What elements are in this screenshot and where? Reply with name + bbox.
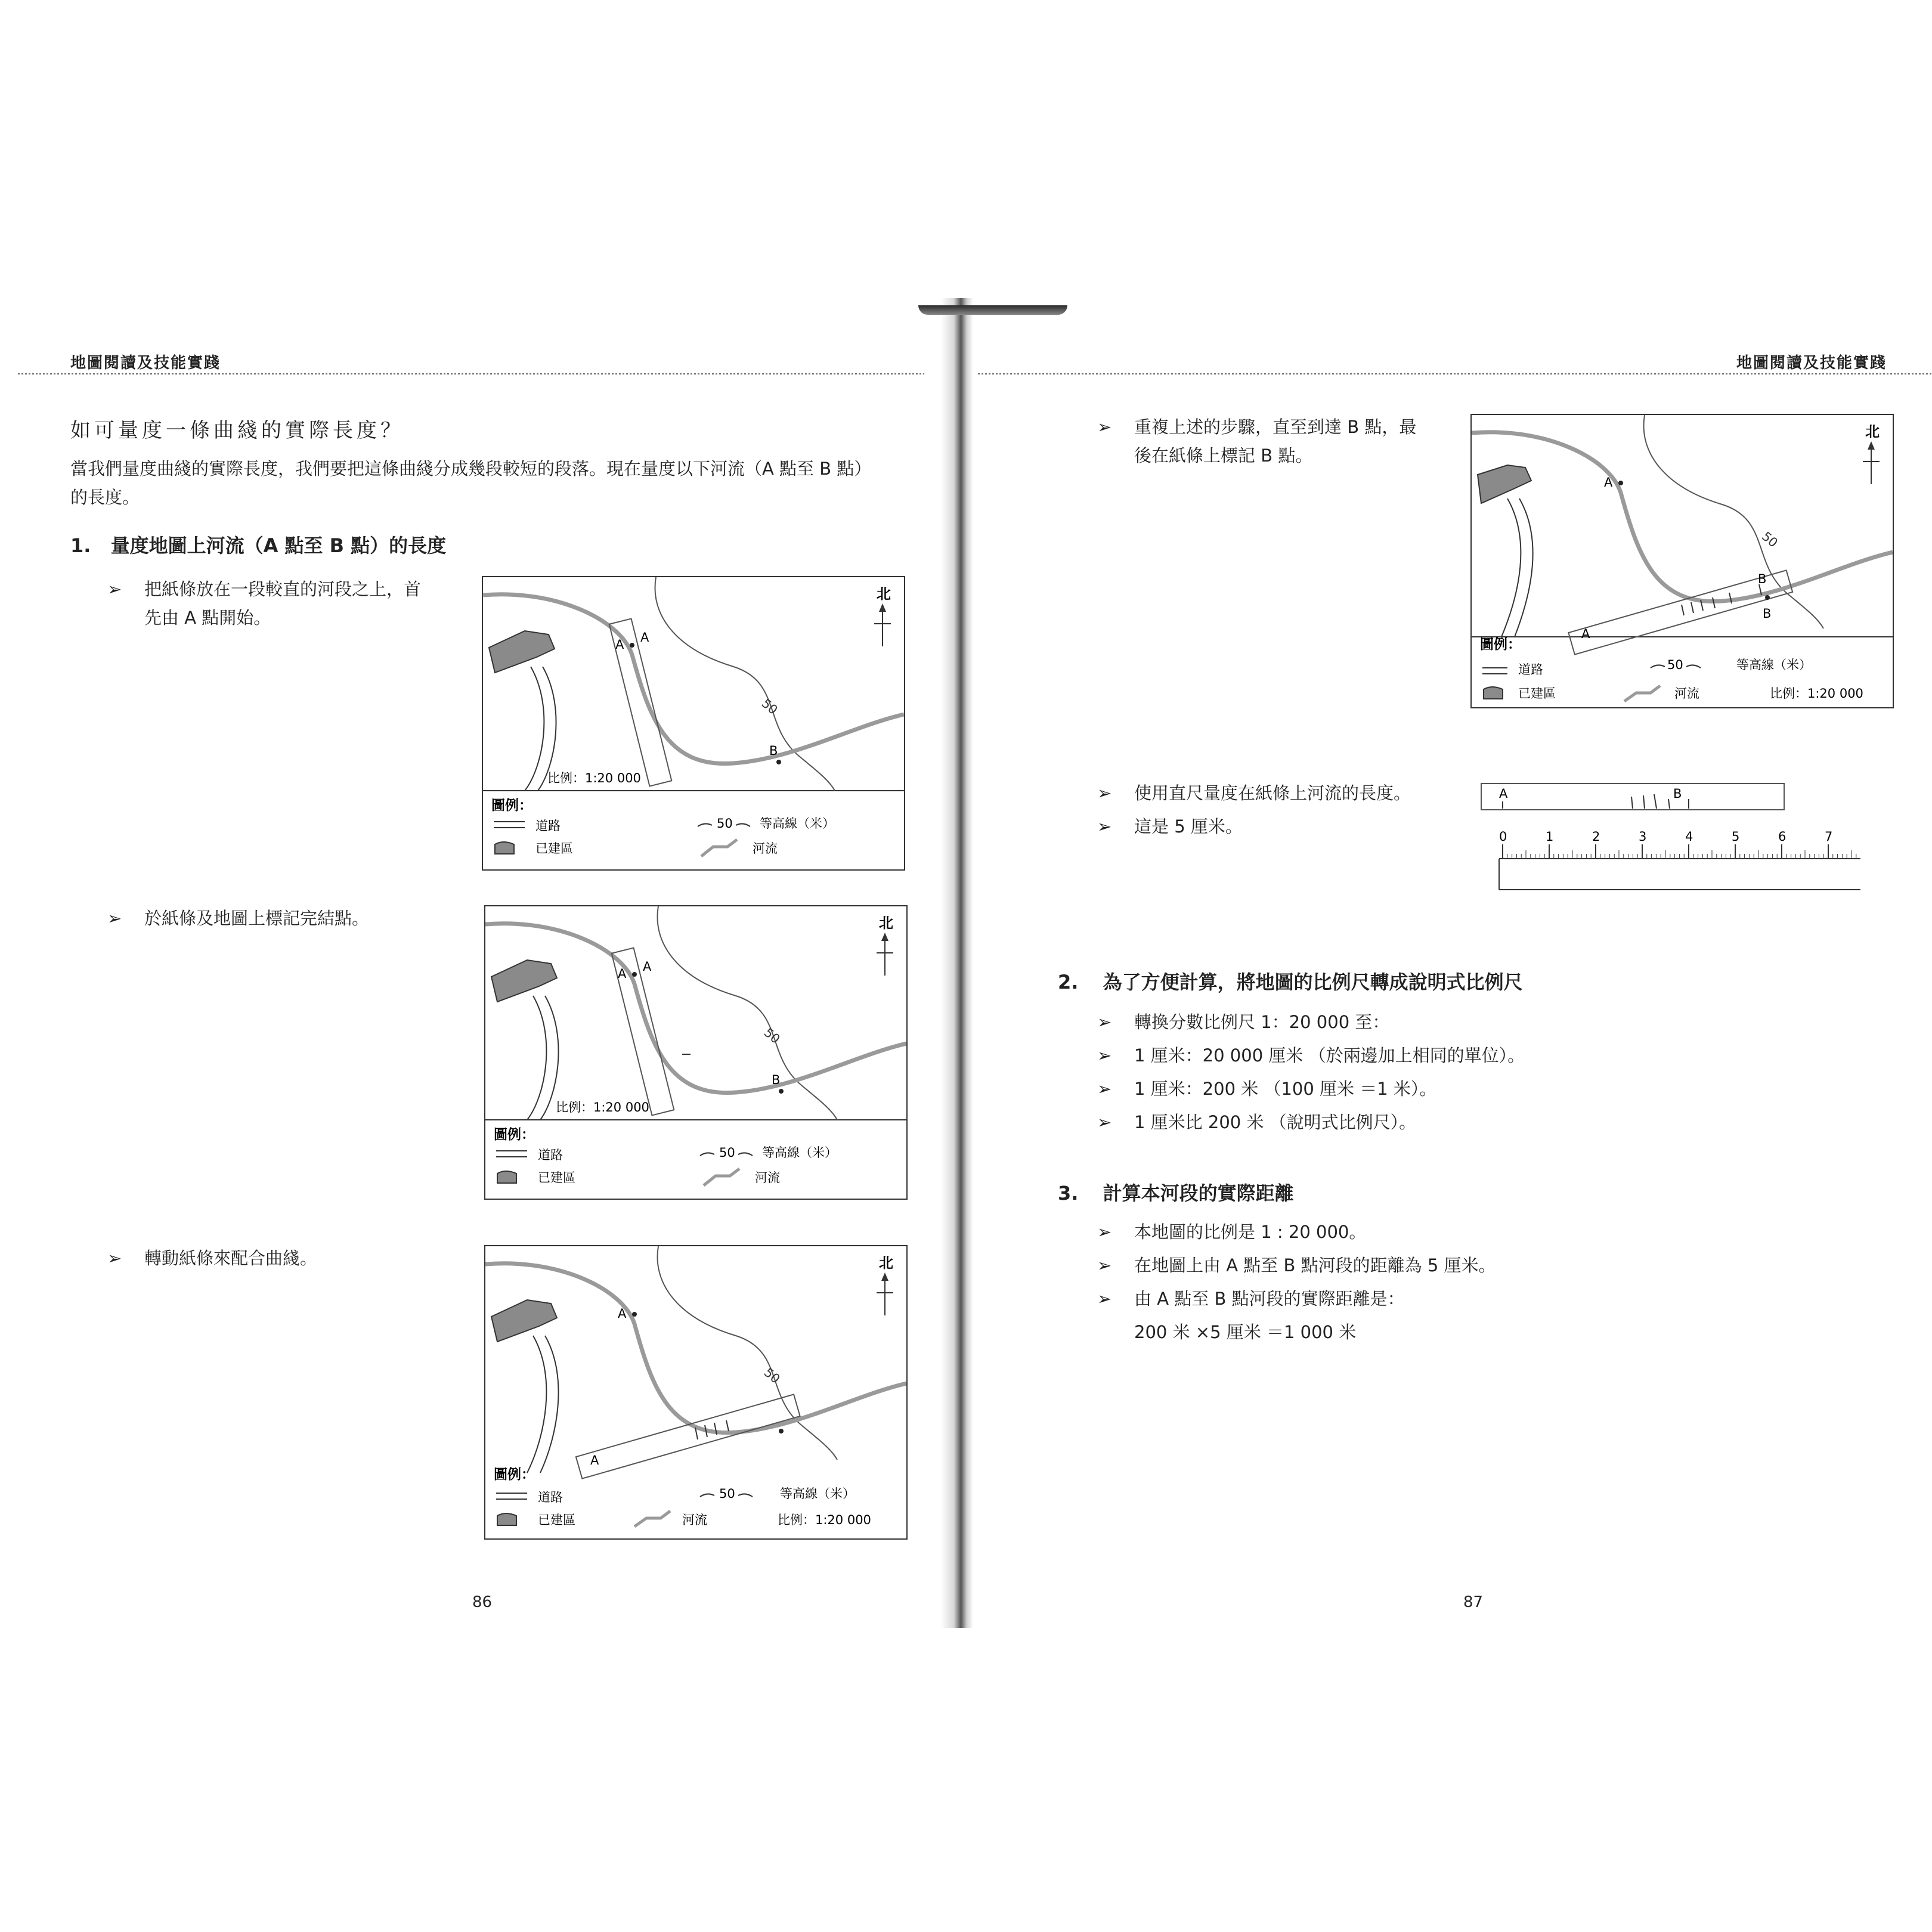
legend-road: 道路 [535,819,561,833]
strip-a-label: A [640,630,649,645]
north-label: 北 [879,915,893,931]
ruler-figure [1479,779,1860,898]
point-b-label: B [772,1073,781,1087]
legend-title: 圖例： [494,1467,535,1482]
left-running-header: 地圖閱讀及技能實踐 [70,354,221,372]
bullet-text: 1 厘米：200 米 （100 厘米 ＝1 米）。 [1134,1079,1437,1099]
bullet-text: 於紙條及地圖上標記完結點。 [144,908,370,928]
section-3-number: 3. [1058,1182,1079,1205]
bullet-text: 轉動紙條來配合曲綫。 [144,1248,318,1268]
bullet-arrow-icon: ➢ [1097,1045,1112,1066]
ruler-tick-label: 4 [1685,829,1693,844]
section-1-title: 量度地圖上河流（A 點至 B 點）的長度 [110,534,447,557]
left-bullet-3 [107,1244,317,1272]
section-3-heading [1058,1178,1294,1206]
bullet-text: 本地圖的比例是 1 : 20 000。 [1134,1222,1367,1242]
ruler-tick-label: 5 [1732,829,1740,844]
legend-river: 河流 [1674,686,1699,701]
legend-built: 已建區 [1518,686,1556,701]
legend-contour-value: 50 [717,816,733,831]
strip-a-label: A [1499,787,1508,801]
book-gutter [941,298,973,1628]
legend-road: 道路 [1518,662,1543,677]
ruler-tick-label: 1 [1546,829,1554,844]
section-2-number: 2. [1058,971,1079,993]
bullet-text: 使用直尺量度在紙條上河流的長度。 [1134,783,1411,803]
left-header-rule [18,373,924,374]
legend-title: 圖例： [1480,637,1521,652]
contour-value-label: 50 [761,1025,783,1046]
right-page-number: 87 [1463,1593,1484,1611]
left-page-number: 86 [472,1593,493,1611]
point-b-label: B [769,744,778,758]
legend-contour-value: 50 [1667,658,1683,672]
legend-built: 已建區 [538,1513,575,1527]
bullet-arrow-icon: ➢ [1097,1255,1112,1275]
map-figure-3 [484,1245,908,1540]
strip-a-label: A [643,959,652,974]
map-figure-4 [1470,414,1894,708]
legend-contour: 等高線（米） [1736,658,1812,672]
paper-strip [576,1394,800,1478]
scale-label: 比例：1:20 000 [556,1100,649,1114]
section-3-bullets [1097,1215,1496,1349]
intro-line-1: 當我們量度曲綫的實際長度，我們要把這條曲綫分成幾段較短的段落。現在量度以下河流（A 點至 B 點） [70,459,872,479]
bullet-text-cont: 後在紙條上標記 B 點。 [1134,445,1313,466]
bullet-arrow-icon: ➢ [1097,1012,1112,1032]
bullet-text: 把紙條放在一段較直的河段之上，首 [144,579,422,599]
legend-contour: 等高線（米） [762,1145,837,1160]
bullet-arrow-icon: ➢ [1097,1112,1112,1132]
bullet-text: 1 厘米比 200 米 （說明式比例尺）。 [1134,1112,1417,1132]
contour-value-label: 50 [761,1365,783,1386]
point-a-label: A [1604,475,1613,490]
bullet-text-cont: 先由 A 點開始。 [144,608,271,628]
strip-b-label: B [1758,572,1767,586]
legend-title: 圖例： [491,798,532,813]
section-2-bullets [1097,1005,1525,1139]
section-3-title: 計算本河段的實際距離 [1103,1182,1294,1205]
ruler-scale [1499,829,1856,859]
bullet-arrow-icon: ➢ [1097,816,1112,837]
legend-road: 道路 [538,1148,563,1162]
point-b-label: B [1763,606,1772,621]
section-1-number: 1. [70,534,91,557]
map-figure-1 [482,576,905,871]
bullet-text: 在地圖上由 A 點至 B 點河段的距離為 5 厘米。 [1134,1255,1496,1275]
right-header-rule [978,373,1932,374]
bullet-arrow-icon: ➢ [1097,417,1112,437]
legend-contour: 等高線（米） [760,816,835,831]
bullet-arrow-icon: ➢ [1097,1289,1112,1309]
ruler-tick-label: 6 [1778,829,1787,844]
bullet-arrow-icon: ➢ [1097,1079,1112,1099]
legend-river: 河流 [682,1513,707,1527]
point-a-label: A [618,967,627,981]
strip-b-label: B [1673,787,1682,801]
legend-road: 道路 [538,1490,563,1504]
intro-line-2: 的長度。 [70,487,140,507]
built-up-area-shape [489,631,555,673]
legend-title: 圖例： [494,1127,535,1143]
north-label: 北 [1865,423,1880,440]
left-intro [70,454,917,512]
section-3-formula: 200 米 ×5 厘米 ＝1 000 米 [1134,1322,1357,1342]
section-2-heading [1058,967,1523,995]
bullet-text: 轉換分數比例尺 1：20 000 至： [1134,1012,1390,1032]
bullet-text: 重複上述的步驟，直至到達 B 點，最 [1134,417,1417,437]
ruler-tick-label: 2 [1592,829,1600,844]
contour-value-label: 50 [1758,529,1781,550]
north-label: 北 [877,586,891,602]
legend-contour: 等高線（米） [780,1487,855,1501]
strip-a-label: A [590,1453,599,1467]
bullet-arrow-icon: ➢ [107,1248,122,1268]
bullet-arrow-icon: ➢ [1097,783,1112,803]
bullet-arrow-icon: ➢ [107,579,122,599]
legend-built: 已建區 [538,1171,575,1185]
map-figure-2 [484,905,908,1200]
legend-river: 河流 [753,841,778,856]
point-a-label: A [615,637,624,652]
right-running-header: 地圖閱讀及技能實踐 [1736,354,1887,372]
bullet-text: 這是 5 厘米。 [1134,816,1243,837]
bullet-text: 由 A 點至 B 點河段的實際距離是： [1134,1289,1405,1309]
legend-built: 已建區 [535,841,573,856]
left-bullet-1 [107,575,421,632]
scale-label: 比例：1:20 000 [778,1513,871,1527]
left-bullet-2 [107,904,369,933]
north-label: 北 [879,1255,893,1271]
river-line [483,595,904,764]
book-spine-shadow [918,305,1067,315]
ruler-tick-label: 7 [1825,829,1833,844]
ruler-tick-label: 3 [1639,829,1647,844]
legend-contour-value: 50 [719,1487,735,1501]
contour-value-label: 50 [758,696,781,717]
scale-label: 比例：1:20 000 [1770,686,1863,701]
point-a-label: A [618,1306,627,1321]
legend-river: 河流 [755,1171,780,1185]
right-bullet-top [1097,413,1416,470]
scale-label: 比例：1:20 000 [547,771,641,785]
section-1-heading [70,531,446,558]
strip-a-label: A [1581,627,1590,641]
bullet-arrow-icon: ➢ [1097,1222,1112,1242]
section-2-title: 為了方便計算，將地圖的比例尺轉成說明式比例尺 [1103,971,1523,993]
bullet-arrow-icon: ➢ [107,908,122,928]
contour-line [655,577,835,791]
right-bullets-ruler [1097,779,1411,841]
ruler-tick-label: 0 [1499,829,1507,844]
left-page-title: 如可量度一條曲綫的實際長度？ [70,419,404,442]
legend-contour-value: 50 [719,1145,735,1160]
bullet-text: 1 厘米：20 000 厘米 （於兩邊加上相同的單位）。 [1134,1045,1525,1066]
